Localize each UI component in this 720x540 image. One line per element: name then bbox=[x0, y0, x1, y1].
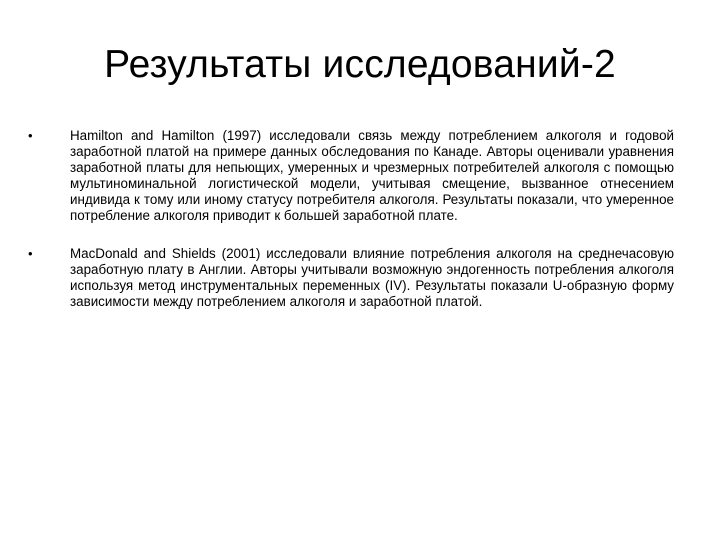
slide-title: Результаты исследований-2 bbox=[104, 43, 616, 86]
bullet-text: MacDonald and Shields (2001) исследовали влияние потребления алкоголя на среднечасовую заработную плату в Англии. Авторы учитывали возможную эндогенность потребления алкоголя используя метод инструментальных переменных (IV). Результаты показали U-образную форму зависимости между потреблением алкоголя и заработной платой. bbox=[70, 246, 674, 309]
bullet-list bbox=[28, 128, 674, 332]
bullet-marker: • bbox=[28, 246, 33, 261]
bullet-marker: • bbox=[28, 128, 33, 143]
bullet-text: Hamilton and Hamilton (1997) исследовали связь между потреблением алкоголя и годовой заработной платой на примере данных обследования по Канаде. Авторы оценивали уравнения заработной платы для непьющих, умеренных и чрезмерных потребителей алкоголя с помощью мультиноминальной логистической модели, учитывая смещение, вызванное отнесением индивида к тому или иному статусу потребителя алкоголя. Результаты показали, что умеренное потребление алкоголя приводит к большей заработной плате. bbox=[70, 128, 674, 223]
bullet-item-hamilton bbox=[28, 128, 674, 224]
bullet-item-macdonald bbox=[28, 246, 674, 310]
